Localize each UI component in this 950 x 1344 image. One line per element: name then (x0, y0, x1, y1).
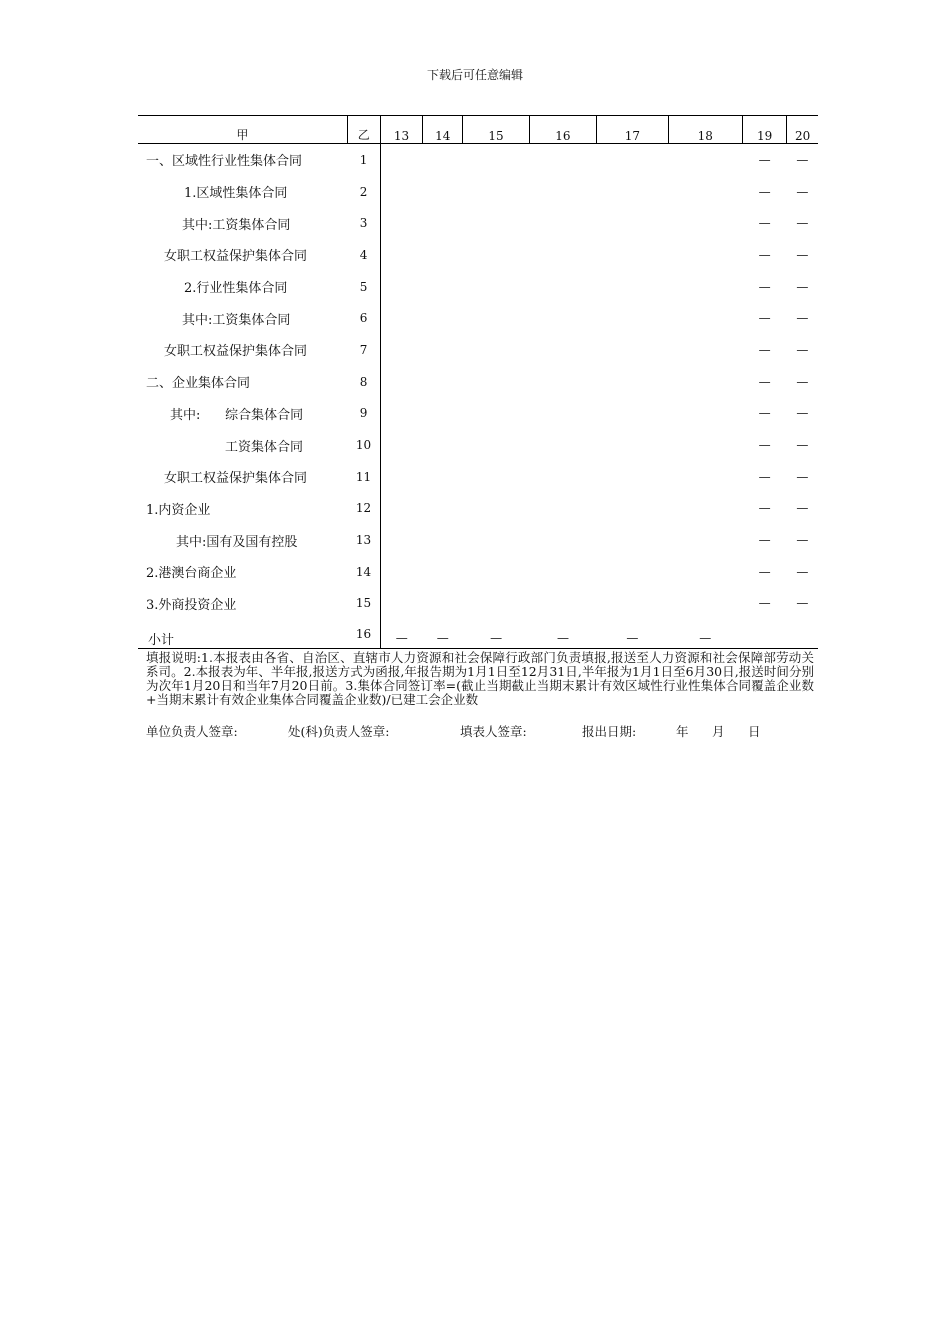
col-header-16: 16 (529, 116, 596, 144)
value-cell-20: — (796, 216, 809, 231)
filler-signature-label: 填表人签章: (460, 724, 527, 739)
row-number: 7 (347, 334, 380, 366)
value-cell (529, 493, 596, 525)
value-cell (423, 556, 463, 588)
value-cell (463, 239, 529, 271)
value-cell-19: — (758, 342, 771, 357)
value-cell-20: — (796, 406, 809, 421)
subtotal-cell (787, 619, 818, 649)
value-cell (529, 366, 596, 398)
value-cell (380, 588, 422, 620)
value-cell-19: — (758, 596, 771, 611)
value-cell (463, 556, 529, 588)
row-number: 8 (347, 366, 380, 398)
value-cell (529, 302, 596, 334)
table-row (138, 334, 818, 366)
value-cell (423, 429, 463, 461)
col-header-18: 18 (668, 116, 742, 144)
row-label: 3.外商投资企业 (146, 597, 237, 613)
value-cell (529, 556, 596, 588)
table-row (138, 302, 818, 334)
value-cell-20: — (796, 184, 809, 199)
header-row (138, 116, 818, 144)
table-row (138, 493, 818, 525)
table-row (138, 429, 818, 461)
value-cell (423, 461, 463, 493)
value-cell (380, 302, 422, 334)
value-cell (529, 398, 596, 430)
value-cell (463, 524, 529, 556)
value-cell (423, 302, 463, 334)
value-cell (668, 398, 742, 430)
value-cell (668, 334, 742, 366)
value-cell (668, 429, 742, 461)
table-row (138, 207, 818, 239)
value-cell-19: — (758, 184, 771, 199)
row-label: 1.区域性集体合同 (184, 186, 288, 202)
value-cell (668, 207, 742, 239)
value-cell (423, 366, 463, 398)
value-cell (423, 144, 463, 176)
value-cell (529, 207, 596, 239)
col-header-19: 19 (742, 116, 786, 144)
value-cell-20: — (796, 374, 809, 389)
filling-notes: 填报说明:1.本报表由各省、自治区、直辖市人力资源和社会保障行政部门负责填报,报送至人力资源和社会保障部劳动关系司。2.本报表为年、半年报,报送方式为函报,年报告期为1月1日至12月31日,半年报为1月1日至6月30日,报送时间分别为次年1月20日和当年7月20日前。3.集体合同签订率=(截止当期截止当期末累计有效区域性行业性集体合同覆盖企业数+当期末累计有效企业集体合同覆盖企业数)/已建工会企业数 (146, 650, 814, 707)
value-cell-20: — (796, 501, 809, 516)
value-cell (380, 271, 422, 303)
value-cell (423, 176, 463, 208)
row-label: 其中:工资集体合同 (182, 312, 291, 328)
value-cell (423, 524, 463, 556)
value-cell-20: — (796, 438, 809, 453)
row-label: 一、区域性行业性集体合同 (146, 154, 303, 170)
row-label: 女职工权益保护集体合同 (164, 471, 308, 487)
value-cell (380, 398, 422, 430)
value-cell-20: — (796, 152, 809, 167)
row-label: 二、企业集体合同 (146, 376, 251, 392)
subtotal-cell: — (423, 619, 463, 649)
value-cell (423, 239, 463, 271)
subtotal-row-number: 16 (347, 619, 380, 649)
value-cell (597, 207, 668, 239)
row-number: 13 (347, 524, 380, 556)
value-cell (380, 239, 422, 271)
table-body (138, 144, 818, 649)
value-cell (423, 334, 463, 366)
row-number: 9 (347, 398, 380, 430)
value-cell (380, 524, 422, 556)
value-cell (463, 144, 529, 176)
value-cell (463, 493, 529, 525)
col-header-17: 17 (597, 116, 668, 144)
value-cell (668, 366, 742, 398)
value-cell (597, 429, 668, 461)
subtotal-label: 小计 (138, 619, 347, 649)
col-header-15: 15 (463, 116, 529, 144)
value-cell (597, 461, 668, 493)
value-cell (423, 493, 463, 525)
row-number: 12 (347, 493, 380, 525)
value-cell (529, 239, 596, 271)
value-cell-19: — (758, 279, 771, 294)
value-cell (668, 239, 742, 271)
value-cell (668, 556, 742, 588)
table-row (138, 398, 818, 430)
value-cell (668, 461, 742, 493)
col-header-yi: 乙 (347, 116, 380, 144)
value-cell (423, 271, 463, 303)
date-day-label: 日 (748, 724, 761, 739)
row-label: 1.内资企业 (146, 502, 211, 518)
value-cell (597, 334, 668, 366)
col-header-jia: 甲 (138, 116, 347, 144)
subtotal-cell: — (529, 619, 596, 649)
value-cell (423, 398, 463, 430)
value-cell (380, 461, 422, 493)
value-cell-19: — (758, 152, 771, 167)
value-cell-20: — (796, 342, 809, 357)
report-sheet (138, 115, 818, 649)
row-label: 工资集体合同 (225, 439, 304, 455)
row-label: 其中: 综合集体合同 (170, 407, 304, 423)
value-cell (529, 144, 596, 176)
value-cell (463, 302, 529, 334)
value-cell (668, 176, 742, 208)
value-cell (597, 524, 668, 556)
value-cell (380, 207, 422, 239)
value-cell (668, 588, 742, 620)
table-row (138, 461, 818, 493)
value-cell-19: — (758, 311, 771, 326)
table-row (138, 239, 818, 271)
subtotal-cell: — (463, 619, 529, 649)
value-cell (529, 271, 596, 303)
unit-head-signature-label: 单位负责人签章: (146, 724, 238, 739)
value-cell (463, 461, 529, 493)
row-label: 女职工权益保护集体合同 (164, 344, 308, 360)
row-number: 3 (347, 207, 380, 239)
value-cell-19: — (758, 533, 771, 548)
table-row (138, 556, 818, 588)
table-row (138, 366, 818, 398)
row-label: 其中:工资集体合同 (182, 217, 291, 233)
col-header-13: 13 (380, 116, 422, 144)
value-cell (380, 429, 422, 461)
value-cell (668, 271, 742, 303)
subtotal-cell: — (668, 619, 742, 649)
value-cell-19: — (758, 469, 771, 484)
value-cell (380, 493, 422, 525)
date-month-label: 月 (712, 724, 725, 739)
table-row (138, 176, 818, 208)
table-row (138, 271, 818, 303)
row-number: 4 (347, 239, 380, 271)
value-cell (529, 176, 596, 208)
value-cell-19: — (758, 438, 771, 453)
value-cell (463, 429, 529, 461)
row-label: 其中:国有及国有控股 (176, 534, 298, 550)
col-header-20: 20 (787, 116, 818, 144)
value-cell-20: — (796, 596, 809, 611)
row-number: 1 (347, 144, 380, 176)
value-cell-20: — (796, 247, 809, 262)
value-cell (423, 207, 463, 239)
value-cell (423, 588, 463, 620)
table-row (138, 588, 818, 620)
value-cell (597, 366, 668, 398)
row-number: 6 (347, 302, 380, 334)
row-number: 5 (347, 271, 380, 303)
value-cell-20: — (796, 469, 809, 484)
row-number: 14 (347, 556, 380, 588)
value-cell-20: — (796, 533, 809, 548)
header-note: 下载后可任意编辑 (426, 68, 523, 82)
table-row (138, 524, 818, 556)
value-cell (380, 176, 422, 208)
value-cell (463, 366, 529, 398)
value-cell (668, 524, 742, 556)
value-cell (668, 302, 742, 334)
date-year-label: 年 (676, 724, 689, 739)
value-cell (463, 207, 529, 239)
value-cell-19: — (758, 247, 771, 262)
report-date-label: 报出日期: (582, 724, 637, 739)
value-cell (529, 588, 596, 620)
subtotal-cell: — (380, 619, 422, 649)
row-number: 15 (347, 588, 380, 620)
value-cell (597, 239, 668, 271)
value-cell (463, 334, 529, 366)
value-cell-19: — (758, 564, 771, 579)
value-cell (380, 556, 422, 588)
dept-head-signature-label: 处(科)负责人签章: (288, 724, 390, 739)
value-cell (529, 461, 596, 493)
value-cell (463, 398, 529, 430)
value-cell (529, 334, 596, 366)
value-cell (380, 366, 422, 398)
col-header-14: 14 (423, 116, 463, 144)
value-cell (463, 271, 529, 303)
value-cell (463, 176, 529, 208)
value-cell-19: — (758, 406, 771, 421)
table-row (138, 144, 818, 176)
value-cell-20: — (796, 564, 809, 579)
subtotal-cell (742, 619, 786, 649)
value-cell-20: — (796, 311, 809, 326)
value-cell-19: — (758, 216, 771, 231)
value-cell (668, 493, 742, 525)
value-cell (668, 144, 742, 176)
value-cell (380, 334, 422, 366)
value-cell (597, 556, 668, 588)
value-cell (597, 302, 668, 334)
value-cell (597, 493, 668, 525)
row-number: 10 (347, 429, 380, 461)
row-label: 2.港澳台商企业 (146, 566, 237, 582)
row-label: 2.行业性集体合同 (184, 281, 288, 297)
value-cell-19: — (758, 501, 771, 516)
value-cell-20: — (796, 279, 809, 294)
row-number: 11 (347, 461, 380, 493)
value-cell (597, 176, 668, 208)
value-cell (380, 144, 422, 176)
subtotal-cell: — (597, 619, 668, 649)
value-cell-19: — (758, 374, 771, 389)
value-cell (529, 429, 596, 461)
value-cell (597, 398, 668, 430)
report-table (138, 115, 818, 649)
signature-line (146, 722, 761, 740)
value-cell (463, 588, 529, 620)
value-cell (597, 271, 668, 303)
row-label: 女职工权益保护集体合同 (164, 249, 308, 265)
row-number: 2 (347, 176, 380, 208)
subtotal-row (138, 619, 818, 649)
value-cell (597, 588, 668, 620)
value-cell (529, 524, 596, 556)
value-cell (597, 144, 668, 176)
